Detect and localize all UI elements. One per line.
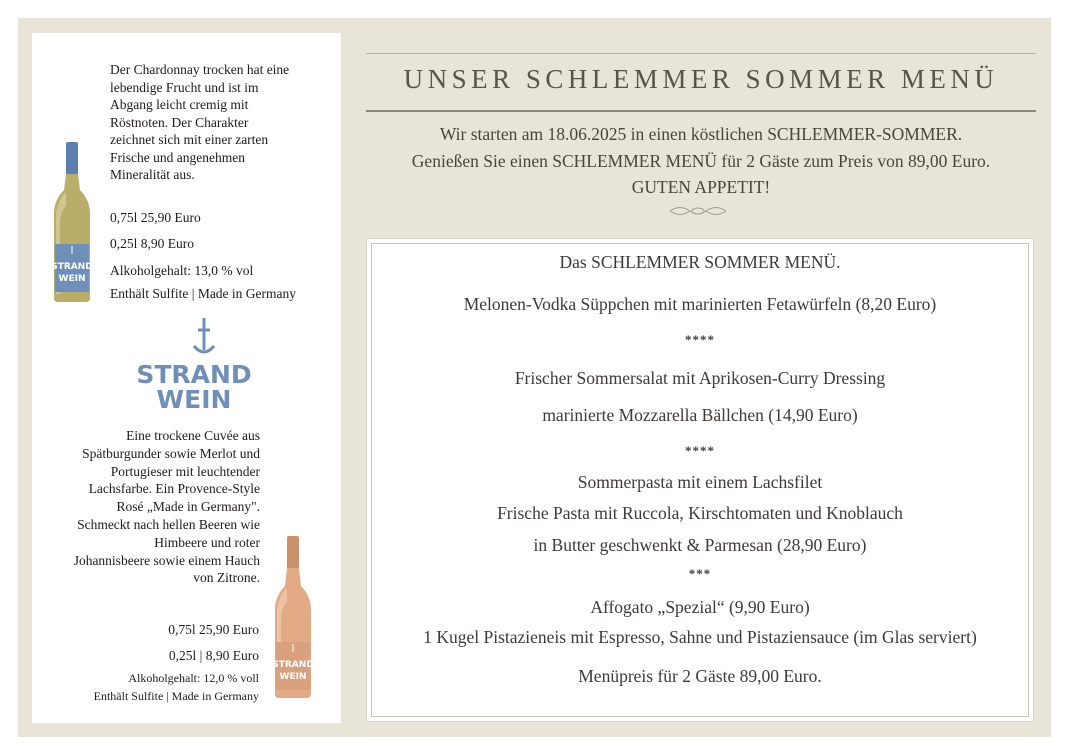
menu-total-price: Menüpreis für 2 Gäste 89,00 Euro.: [578, 666, 822, 686]
wine2-price-075: 0,75l 25,90 Euro: [168, 622, 259, 637]
intro-line-2: Genießen Sie einen SCHLEMMER MENÜ für 2 Gäste zum Preis von 89,00 Euro.: [411, 151, 991, 171]
wine1-description-line: Röstnoten. Der Charakter: [110, 114, 249, 130]
wine1-price-075: 0,75l 25,90 Euro: [110, 210, 201, 225]
wine1-description-line: Der Chardonnay trocken hat eine: [110, 62, 290, 77]
page-title: UNSER SCHLEMMER SOMMER MENÜ: [403, 64, 999, 94]
wine2-sulfite: Enthält Sulfite | Made in Germany: [93, 689, 259, 703]
bottle2-label-line1: STRAND: [272, 660, 314, 670]
wine2-description: [34, 427, 260, 587]
wine2-alcohol: Alkoholgehalt: 12,0 % voll: [128, 671, 259, 685]
bottle2-label-line2: WEIN: [279, 672, 307, 682]
menu-separator: ***: [688, 566, 712, 581]
logo-line2: WEIN: [156, 385, 232, 414]
ornament-icon: [666, 202, 730, 220]
header-bottom-rule: [366, 110, 1036, 112]
anchor-icon: [194, 318, 214, 352]
wine2-price-025: 0,25l | 8,90 Euro: [168, 648, 259, 663]
bottle1-label-line2: WEIN: [58, 274, 86, 284]
wine1-description-line: Mineralität aus.: [110, 167, 195, 182]
logo-line1: STRAND: [136, 360, 252, 389]
menu-separator: ****: [685, 332, 715, 347]
intro-line-1: Wir starten am 18.06.2025 in einen köstlichen SCHLEMMER-SOMMER.: [439, 124, 963, 144]
menu-course-4-line-1: Affogato „Spezial“ (9,90 Euro): [590, 597, 810, 617]
wine2-description-line: Schmeckt nach hellen Beeren wie: [77, 516, 260, 532]
wine2-description-line: Eine trockene Cuvée aus: [126, 428, 260, 443]
menu-course-3-line-1: Sommerpasta mit einem Lachsfilet: [577, 472, 823, 492]
wine1-description-line: Frische und angenehmen: [110, 149, 245, 165]
menu-separator: ****: [685, 443, 715, 458]
menu-title: Das SCHLEMMER SOMMER MENÜ.: [559, 252, 841, 272]
wine1-description-line: Abgang leicht cremig mit: [110, 97, 249, 112]
wine1-alcohol: Alkoholgehalt: 13,0 % vol: [110, 263, 254, 278]
wine1-description: [110, 61, 335, 184]
intro-line-3: GUTEN APPETIT!: [631, 177, 771, 197]
menu-course-1: Melonen-Vodka Süppchen mit marinierten Fetawürfeln (8,20 Euro): [463, 294, 937, 314]
wine1-description-line: lebendige Frucht und ist im: [110, 79, 259, 95]
wine2-description-line: Himbeere und roter: [154, 534, 260, 550]
header-top-rule: [366, 53, 1036, 54]
wine1-price-025: 0,25l 8,90 Euro: [110, 236, 194, 251]
wine2-description-line: Johannisbeere sowie einem Hauch: [73, 552, 260, 568]
chardonnay-bottle-image: [44, 134, 100, 308]
menu-course-3-line-3: in Butter geschwenkt & Parmesan (28,90 Euro): [533, 535, 867, 555]
wine1-description-line: zeichnet sich mit einer zarten: [110, 132, 269, 147]
wine2-description-line: Rosé „Made in Germany".: [116, 499, 260, 515]
wine2-description-line: Lachsfarbe. Ein Provence-Style: [88, 481, 260, 497]
menu-course-4-line-2: 1 Kugel Pistazieneis mit Espresso, Sahne und Pistaziensauce (im Glas serviert): [423, 627, 977, 647]
menu-course-2-line-2: marinierte Mozzarella Bällchen (14,90 Euro): [542, 405, 858, 425]
rose-bottle-image: [264, 530, 324, 706]
wine1-sulfite: Enthält Sulfite | Made in Germany: [110, 286, 297, 301]
wine2-description-line: Portugieser mit leuchtender: [110, 463, 260, 479]
menu-course-2-line-1: Frischer Sommersalat mit Aprikosen-Curry Dressing: [514, 368, 886, 388]
wine2-description-line: Spätburgunder sowie Merlot und: [82, 445, 260, 461]
bottle1-label-line1: STRAND: [51, 262, 93, 272]
menu-course-3-line-2: Frische Pasta mit Ruccola, Kirschtomaten und Knoblauch: [497, 503, 903, 523]
strandwein-logo: [122, 310, 266, 418]
wine2-description-line: von Zitrone.: [193, 570, 260, 586]
